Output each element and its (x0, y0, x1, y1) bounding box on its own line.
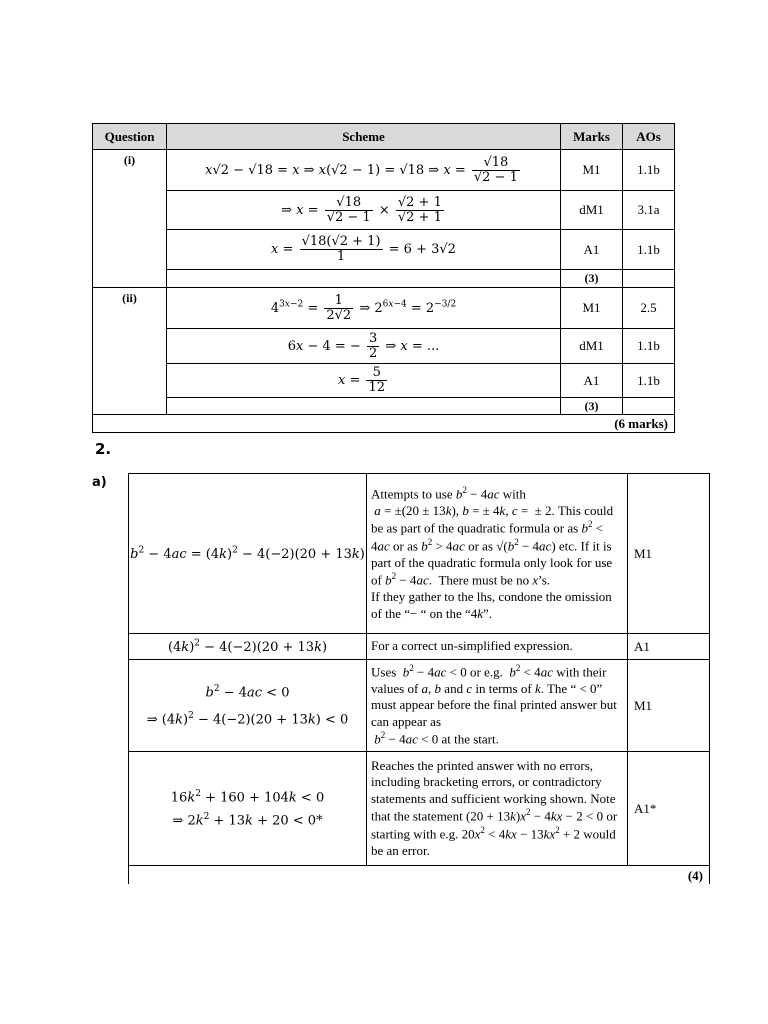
mark-scheme-table-1 (92, 123, 675, 433)
table-row (129, 660, 710, 752)
mark: M1 (561, 150, 623, 191)
header-scheme: Scheme (167, 124, 561, 150)
part-a-label: a) (92, 475, 107, 490)
scheme-step: ⇒ x = $\frac{√18}{√2 - 1}$ × $\frac{√2 + 1}{√2 + 1}$ (167, 191, 561, 230)
guidance-note: Reaches the printed answer with no errors, including bracketing errors, or contradictory statements and sufficient working shown. Note that the statement $(20 + 13k)x^2 - 4kx - 2 < 0$ or starting with e.g. $20x^2 < 4kx - 13kx^2 + 2$ would be an error. (367, 752, 628, 866)
scheme-step: x = $\frac{√18(√2 + 1)}{1}$ = 6 + 3√2 (167, 230, 561, 270)
mark: M1 (628, 474, 710, 634)
total-marks: (6 marks) (93, 415, 675, 433)
total-row (93, 415, 675, 433)
guidance-note: For a correct un-simplified expression. (367, 634, 628, 660)
scheme-step: $(4k)^2 - 4(-2)(20 + 13k)$ (129, 634, 367, 660)
subtotal: (3) (561, 398, 623, 415)
ao: 2.5 (623, 288, 675, 329)
ao: 1.1b (623, 230, 675, 270)
scheme-step: x = $\frac{5}{12}$ (167, 364, 561, 398)
table-row (93, 191, 675, 230)
table-row (129, 634, 710, 660)
header-aos: AOs (623, 124, 675, 150)
mark: dM1 (561, 191, 623, 230)
scheme-step: $b^2 - 4ac = (4k)^2 - 4(-2)(20 + 13k)$ (129, 474, 367, 634)
ao: 1.1b (623, 150, 675, 191)
header-marks: Marks (561, 124, 623, 150)
mark: A1 (628, 634, 710, 660)
ao: 3.1a (623, 191, 675, 230)
scheme-step: 6x − 4 = − $\frac{3}{2}$ ⇒ x = ... (167, 329, 561, 364)
subtotal: (3) (561, 270, 623, 288)
table-row (93, 329, 675, 364)
subtotal-row (93, 270, 675, 288)
ao: 1.1b (623, 329, 675, 364)
guidance-note: Attempts to use $b^2 - 4ac$ with a = ±(20 ± 13k), b = ± 4k, c = ± 2. This could be as part of the quadratic formula or as $b^2 < 4ac$ or as $b^2 > 4ac$ or as $√(b^2 - 4ac)$ etc. If it is part of the quadratic formula only look for use of $b^2 - 4ac$. There must be no x’s. If they gather to the lhs, condone the omission of the “− “ on the “4k”. (367, 474, 628, 634)
guidance-note: Uses $b^2 - 4ac < 0$ or e.g. $b^2 < 4ac$ with their values of a, b and c in terms of k. The “ < 0” must appear before the final printed answer but can appear as $b^2 - 4ac < 0$ at the start. (367, 660, 628, 752)
subtotal-row (129, 866, 710, 884)
table-row (93, 150, 675, 191)
mark: A1 (561, 364, 623, 398)
table-row (93, 364, 675, 398)
part-ii-label: (ii) (93, 288, 167, 415)
scheme-step: $b^2 - 4ac < 0$ ⇒ $(4k)^2 - 4(-2)(20 + 13k) < 0$ (129, 660, 367, 752)
subtotal: (4) (129, 866, 710, 884)
ao: 1.1b (623, 364, 675, 398)
mark-scheme-table-2 (128, 473, 710, 884)
scheme-step: $4^{3x-2}$ = $\frac{1}{2√2}$ ⇒ $2^{6x-4} = 2^{-3/2}$ (167, 288, 561, 329)
mark: A1* (628, 752, 710, 866)
scheme-step: x√2 − √18 = x ⇒ x(√2 − 1) = √18 ⇒ x = $\frac{√18}{√2 - 1}$ (167, 150, 561, 191)
question-number: 2. (95, 440, 112, 458)
table-row (93, 288, 675, 329)
mark: M1 (561, 288, 623, 329)
table-row (129, 474, 710, 634)
subtotal-row (93, 398, 675, 415)
mark: A1 (561, 230, 623, 270)
header-question: Question (93, 124, 167, 150)
header-row (93, 124, 675, 150)
scheme-step: $16k^2 + 160 + 104k < 0$ ⇒ $2k^2 + 13k + 20 < 0*$ (129, 752, 367, 866)
mark: dM1 (561, 329, 623, 364)
part-i-label: (i) (93, 150, 167, 288)
table-row (129, 752, 710, 866)
mark: M1 (628, 660, 710, 752)
table-row (93, 230, 675, 270)
